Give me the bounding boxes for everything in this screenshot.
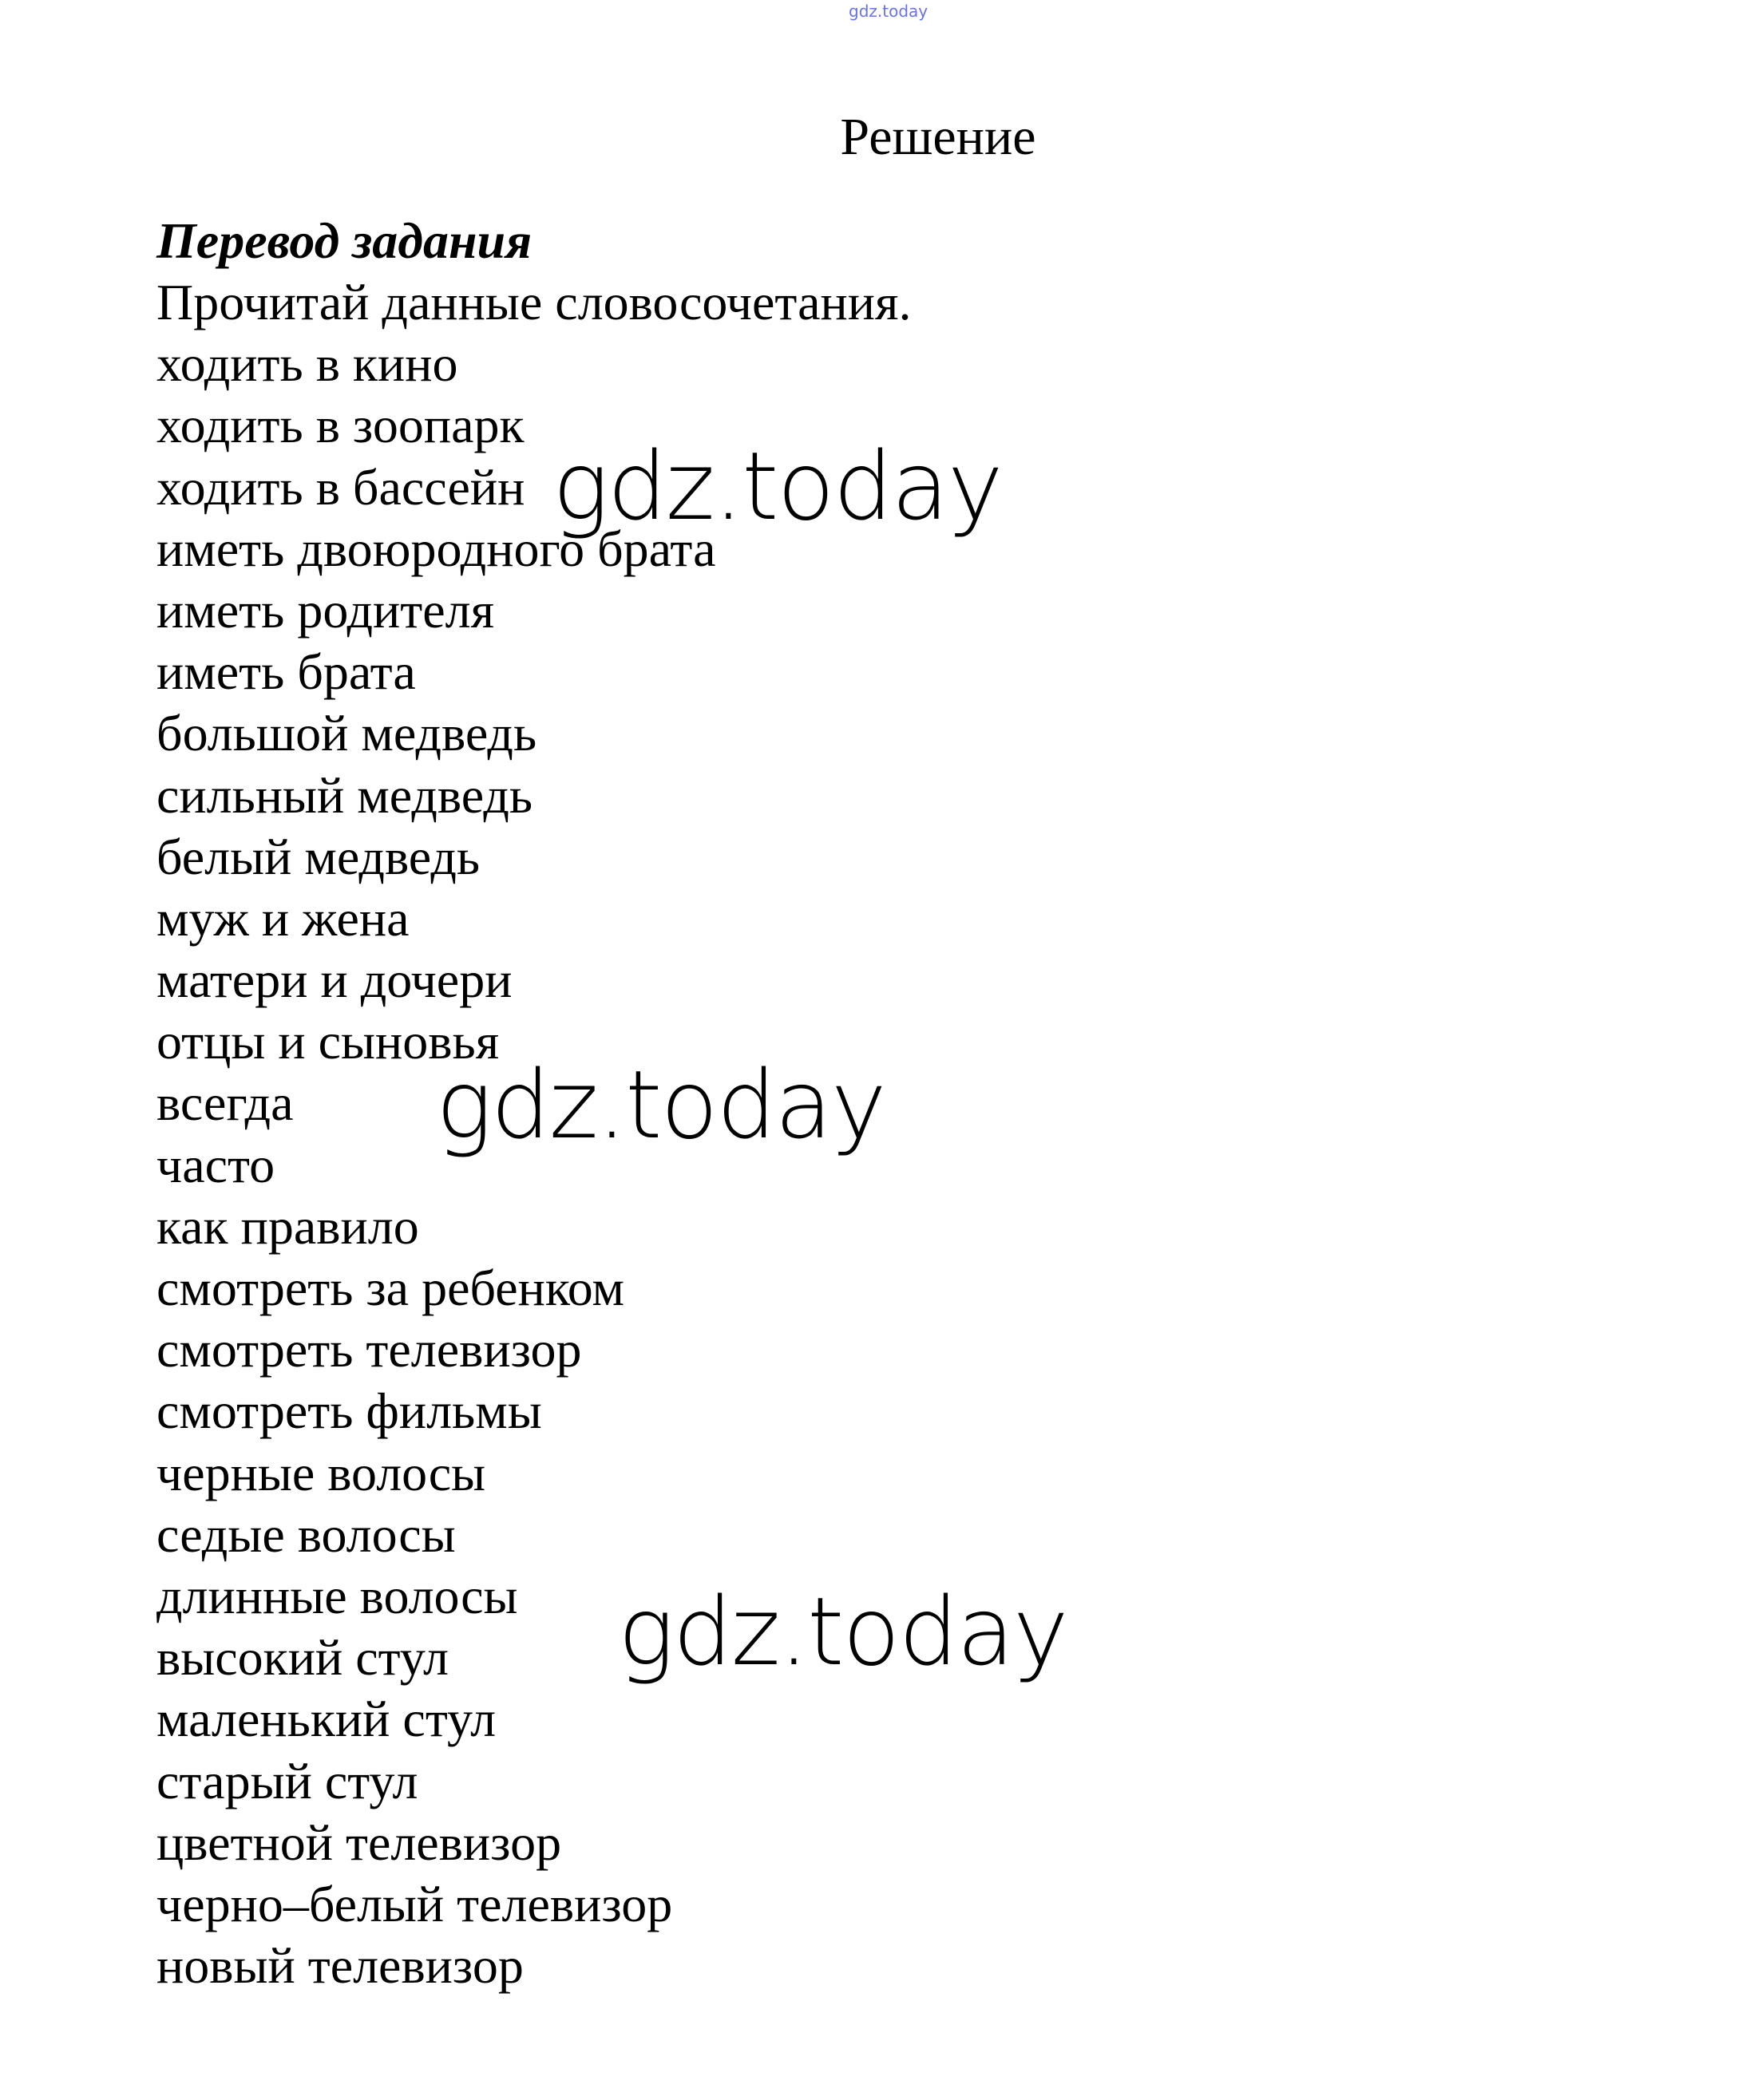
list-item: муж и жена — [156, 889, 410, 947]
list-item: сильный медведь — [156, 766, 533, 824]
list-item: матери и дочери — [156, 951, 513, 1009]
list-item: ходить в зоопарк — [156, 397, 525, 454]
top-watermark: gdz.today — [849, 2, 928, 21]
list-item: новый телевизор — [156, 1937, 524, 1995]
list-item: всегда — [156, 1074, 294, 1132]
list-item: цветной телевизор — [156, 1813, 562, 1871]
page-title: Решение — [840, 108, 1036, 166]
list-item: высокий стул — [156, 1629, 449, 1687]
list-item: длинные волосы — [156, 1567, 518, 1624]
list-item: иметь брата — [156, 643, 416, 701]
list-item: ходить в бассейн — [156, 458, 525, 516]
list-item: ходить в кино — [156, 335, 458, 393]
list-item: белый медведь — [156, 828, 481, 885]
list-item: маленький стул — [156, 1691, 497, 1748]
list-item: иметь двоюродного брата — [156, 520, 716, 577]
list-item: иметь родителя — [156, 581, 495, 639]
list-item: смотреть телевизор — [156, 1321, 582, 1378]
list-item: смотреть фильмы — [156, 1382, 542, 1440]
watermark: gdz.today — [552, 431, 1002, 541]
watermark: gdz.today — [618, 1576, 1067, 1687]
list-item: как правило — [156, 1197, 419, 1255]
list-item: седые волосы — [156, 1505, 456, 1563]
section-heading: Перевод задания — [156, 212, 533, 269]
list-item: часто — [156, 1136, 275, 1193]
list-item: Прочитай данные словосочетания. — [156, 274, 912, 330]
list-item: смотреть за ребенком — [156, 1260, 624, 1316]
list-item: большой медведь — [156, 705, 537, 762]
list-item: черно–белый телевизор — [156, 1875, 673, 1932]
list-item: старый стул — [156, 1752, 418, 1809]
list-item: черные волосы — [156, 1444, 486, 1501]
list-item: отцы и сыновья — [156, 1013, 500, 1070]
watermark: gdz.today — [436, 1050, 885, 1160]
